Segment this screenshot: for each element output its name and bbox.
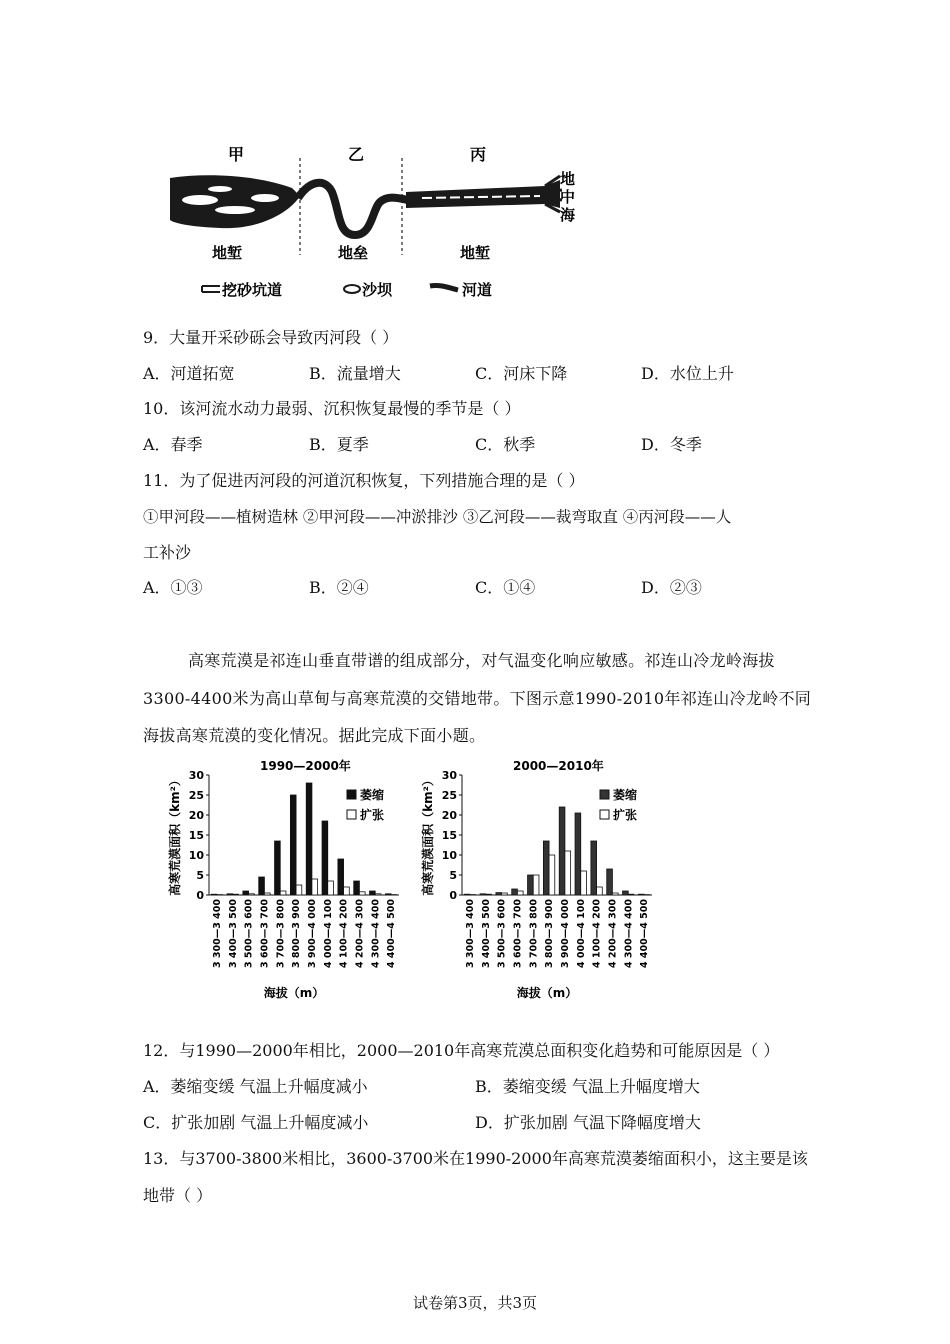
x-tick-label: 3 300—3 400 <box>211 899 223 968</box>
q11-option-c[interactable]: C．①④ <box>475 578 536 597</box>
x-tick-label: 3 800—3 900 <box>291 899 303 968</box>
bar-shrink <box>623 891 629 895</box>
y-tick-label: 0 <box>196 889 204 902</box>
passage-line-2: 3300-4400米为高山草甸与高寒荒漠的交错地带。下图示意1990-2010年祁连山冷龙岭不同 <box>143 689 812 708</box>
q10-option-d[interactable]: D．冬季 <box>641 435 702 454</box>
y-tick-label: 30 <box>188 769 204 782</box>
bar-expand <box>581 871 587 895</box>
q12-option-c[interactable]: C．扩张加剧 气温上升幅度减小 <box>143 1113 369 1132</box>
legend-swatch-shrink <box>347 790 356 799</box>
x-tick-label: 3 500—3 600 <box>496 899 508 968</box>
bar-shrink <box>464 894 470 895</box>
bar-expand <box>502 893 508 895</box>
q11-items-line1: ①甲河段——植树造林 ②甲河段——冲淤排沙 ③乙河段——裁弯取直 ④丙河段——人 <box>143 508 732 526</box>
bar-shrink <box>354 881 360 895</box>
bar-expand <box>597 887 603 895</box>
x-tick-label: 4 200—4 300 <box>607 899 619 968</box>
bar-shrink <box>322 821 328 895</box>
x-tick-label: 4 000—4 100 <box>575 899 587 968</box>
bar-expand <box>280 891 286 895</box>
legend-swatch-expand <box>347 810 356 819</box>
sand-bar <box>208 186 232 192</box>
bar-shrink <box>591 841 597 895</box>
y-tick-label: 10 <box>441 849 457 862</box>
bar-expand <box>328 881 334 895</box>
legend-label-expand: 扩张 <box>613 808 638 822</box>
x-tick-label: 4 300—4 400 <box>370 899 382 968</box>
y-tick-label: 15 <box>188 829 204 842</box>
q9-option-b[interactable]: B．流量增大 <box>309 364 401 383</box>
bar-expand <box>264 893 270 895</box>
section-label-yi: 乙 <box>348 145 365 164</box>
y-tick-label: 5 <box>449 869 457 882</box>
landform-label-1: 地堑 <box>212 244 243 262</box>
y-tick-label: 0 <box>449 889 457 902</box>
bar-shrink <box>496 893 502 895</box>
q11-items-line2: 工补沙 <box>143 543 192 562</box>
q11-option-b[interactable]: B．②④ <box>309 578 369 597</box>
question-13-stem-line2: 地带（ ） <box>143 1186 213 1205</box>
bar-shrink <box>275 841 281 895</box>
x-tick-label: 4 100—4 200 <box>591 899 603 968</box>
bar-shrink <box>543 841 549 895</box>
pit-legend-icon <box>202 286 220 292</box>
bar-expand <box>233 894 239 895</box>
question-11-stem: 11．为了促进丙河段的河道沉积恢复，下列措施合理的是（ ） <box>143 471 585 490</box>
channel-bing <box>406 180 560 208</box>
y-tick-label: 15 <box>441 829 457 842</box>
x-tick-label: 3 900—4 000 <box>559 899 571 968</box>
x-tick-label: 3 400—3 500 <box>227 899 239 968</box>
bar-expand <box>612 893 618 895</box>
legend-swatch-shrink <box>600 790 609 799</box>
bar-expand <box>628 894 634 895</box>
question-13-stem-line1: 13．与3700-3800米相比，3600-3700米在1990-2000年高寒荒漠萎缩面积小，这主要是该 <box>143 1149 808 1168</box>
landform-label-3: 地堑 <box>460 244 491 262</box>
y-tick-label: 10 <box>188 849 204 862</box>
sand-bar <box>182 195 218 205</box>
sea-label-2: 中 <box>560 188 576 206</box>
q11-option-d[interactable]: D．②③ <box>641 578 702 597</box>
bar-shrink <box>607 869 613 895</box>
x-tick-label: 4 200—4 300 <box>354 899 366 968</box>
bar-expand <box>296 885 302 895</box>
bar-expand <box>565 851 571 895</box>
q12-option-b[interactable]: B．萎缩变缓 气温上升幅度增大 <box>475 1077 700 1096</box>
x-tick-label: 4 400—4 500 <box>386 899 398 968</box>
bar-shrink <box>243 891 249 895</box>
bar-expand <box>249 894 255 895</box>
y-axis-label: 高寒荒漠面积（km²） <box>421 774 435 896</box>
bar-shrink <box>290 795 296 895</box>
x-tick-label: 4 100—4 200 <box>338 899 350 968</box>
y-tick-label: 25 <box>441 789 457 802</box>
y-tick-label: 20 <box>188 809 204 822</box>
x-tick-label: 3 600—3 700 <box>259 899 271 968</box>
legend-label-shrink: 萎缩 <box>360 788 385 802</box>
y-tick-label: 25 <box>188 789 204 802</box>
bar-expand <box>486 894 492 895</box>
y-axis-label: 高寒荒漠面积（km²） <box>168 774 182 896</box>
x-axis-label: 海拔（m） <box>263 986 325 1000</box>
legend-label-expand: 扩张 <box>360 808 385 822</box>
x-tick-label: 3 300—3 400 <box>464 899 476 968</box>
bar-expand <box>359 892 365 895</box>
question-9-stem: 9．大量开采砂砾会导致丙河段（ ） <box>143 328 399 347</box>
question-12-stem: 12．与1990—2000年相比，2000—2010年高寒荒漠总面积变化趋势和可能原因是（ ） <box>143 1041 780 1060</box>
legend-pit: 挖砂坑道 <box>222 281 283 299</box>
bar-expand <box>375 894 381 895</box>
bar-shrink <box>227 894 233 895</box>
y-tick-label: 20 <box>441 809 457 822</box>
x-tick-label: 3 600—3 700 <box>512 899 524 968</box>
q10-option-c[interactable]: C．秋季 <box>475 435 536 454</box>
passage-line-1: 高寒荒漠是祁连山垂直带谱的组成部分，对气温变化响应敏感。祁连山冷龙岭海拔 <box>188 651 775 670</box>
sand-bar <box>251 194 279 202</box>
x-tick-label: 3 700—3 800 <box>528 899 540 968</box>
bar-shrink <box>638 894 644 895</box>
meandering-channel-yi <box>298 183 408 235</box>
chart-title: 2000—2010年 <box>513 759 604 773</box>
section-label-jia: 甲 <box>228 145 245 164</box>
bar-shrink <box>480 894 486 895</box>
legend-swatch-expand <box>600 810 609 819</box>
x-tick-label: 4 400—4 500 <box>639 899 651 968</box>
x-tick-label: 3 500—3 600 <box>243 899 255 968</box>
legend-channel: 河道 <box>462 281 493 299</box>
q10-option-b[interactable]: B．夏季 <box>309 435 369 454</box>
chart-2000-2010 <box>418 752 668 1002</box>
bar-expand <box>312 879 318 895</box>
x-tick-label: 3 900—4 000 <box>306 899 318 968</box>
q10-option-a[interactable]: A．春季 <box>143 435 203 454</box>
page-footer: 试卷第3页，共3页 <box>412 1294 538 1312</box>
bar-shrink <box>528 875 534 895</box>
bar-expand <box>533 875 539 895</box>
sandbar-legend-icon <box>344 285 360 293</box>
landform-label-2: 地垒 <box>338 244 369 262</box>
x-tick-label: 4 000—4 100 <box>322 899 334 968</box>
sea-label-3: 海 <box>560 206 576 224</box>
bar-shrink <box>259 877 265 895</box>
bar-shrink <box>211 894 217 895</box>
x-tick-label: 3 400—3 500 <box>480 899 492 968</box>
question-10-stem: 10．该河流水动力最弱、沉积恢复最慢的季节是（ ） <box>143 399 521 418</box>
bar-shrink <box>559 807 565 895</box>
x-tick-label: 4 300—4 400 <box>623 899 635 968</box>
q9-option-d[interactable]: D．水位上升 <box>641 364 734 383</box>
legend-sandbar: 沙坝 <box>362 281 393 299</box>
bar-expand <box>549 855 555 895</box>
y-tick-label: 5 <box>196 869 204 882</box>
q9-option-c[interactable]: C．河床下降 <box>475 364 568 383</box>
q12-option-a[interactable]: A．萎缩变缓 气温上升幅度减小 <box>143 1077 368 1096</box>
bar-shrink <box>385 894 391 895</box>
x-tick-label: 3 800—3 900 <box>544 899 556 968</box>
river-diagram <box>160 140 600 310</box>
q11-option-a[interactable]: A．①③ <box>143 578 203 597</box>
section-label-bing: 丙 <box>470 145 487 164</box>
q9-option-a[interactable]: A．河道拓宽 <box>143 364 235 383</box>
bar-shrink <box>338 859 344 895</box>
sand-bar <box>215 206 255 214</box>
bar-shrink <box>306 783 312 895</box>
bar-expand <box>517 891 523 895</box>
q12-option-d[interactable]: D．扩张加剧 气温下降幅度增大 <box>475 1113 701 1132</box>
chart-1990-2000 <box>165 752 415 1002</box>
x-tick-label: 3 700—3 800 <box>275 899 287 968</box>
legend-label-shrink: 萎缩 <box>613 788 638 802</box>
x-axis-label: 海拔（m） <box>516 986 578 1000</box>
bar-expand <box>344 887 350 895</box>
bar-shrink <box>512 889 518 895</box>
bar-shrink <box>575 813 581 895</box>
sea-label-1: 地 <box>560 170 576 188</box>
passage-line-3: 海拔高寒荒漠的变化情况。据此完成下面小题。 <box>143 726 486 745</box>
bar-shrink <box>370 891 376 895</box>
chart-title: 1990—2000年 <box>260 759 351 773</box>
y-tick-label: 30 <box>441 769 457 782</box>
channel-legend-icon <box>430 285 458 290</box>
